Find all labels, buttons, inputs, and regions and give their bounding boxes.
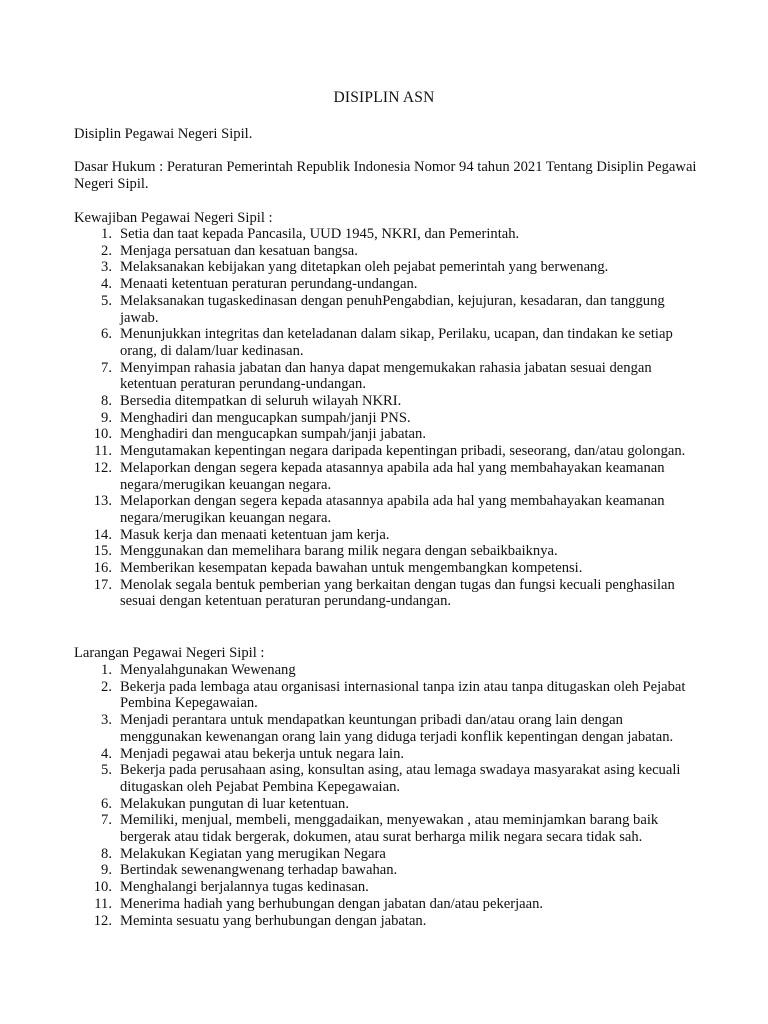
list-item-number: 6. [101, 795, 112, 812]
list-item [0, 393, 768, 410]
list-item-text: Menaati ketentuan peraturan perundang-undangan. [120, 276, 418, 293]
list-item-text: Menghalangi berjalannya tugas kedinasan. [120, 879, 369, 896]
list-item-text: Memberikan kesempatan kepada bawahan untuk mengembangkan kompetensi. [120, 560, 583, 577]
list-item-text: Memiliki, menjual, membeli, menggadaikan, menyewakan , atau meminjamkan barang baik bergerak atau tidak bergerak, dokumen, atau surat berharga milik negara secara tidak sah. [120, 812, 659, 846]
list-item [0, 276, 768, 293]
list-item [0, 796, 768, 813]
list-item-text: Melaporkan dengan segera kepada atasannya apabila ada hal yang membahayakan keamanan negara/merugikan keuangan negara. [120, 493, 665, 526]
list-item [0, 896, 768, 913]
list-item-number: 6. [101, 326, 112, 343]
list-item-number: 17. [93, 576, 112, 593]
list-item [0, 577, 768, 610]
list-item-number: 5. [101, 292, 112, 309]
list-item-text: Mengutamakan kepentingan negara daripada kepentingan pribadi, seseorang, dan/atau golongan. [120, 443, 686, 460]
dasar-hukum-paragraph: Dasar Hukum : Peraturan Pemerintah Republik Indonesia Nomor 94 tahun 2021 Tentang Disiplin Pegawai Negeri Sipil. [74, 159, 697, 192]
list-item [0, 879, 768, 896]
list-item [0, 226, 768, 243]
list-item-number: 8. [101, 845, 112, 862]
list-item-number: 12. [93, 912, 112, 929]
list-item-text: Menolak segala bentuk pemberian yang berkaitan dengan tugas dan fungsi kecuali penghasilan sesuai dengan ketentuan peraturan perundang-undangan. [120, 576, 675, 610]
list-item-text: Menyimpan rahasia jabatan dan hanya dapat mengemukakan rahasia jabatan sesuai dengan ketentuan peraturan perundang-undangan. [120, 359, 652, 393]
list-item-text: Bersedia ditempatkan di seluruh wilayah NKRI. [120, 393, 402, 410]
list-item [0, 712, 768, 745]
list-item-text: Melaksanakan tugaskedinasan dengan penuhPengabdian, kejujuran, kesadaran, dan tanggung jawab. [120, 292, 665, 326]
list-item-number: 8. [101, 393, 112, 410]
list-item-number: 11. [94, 895, 112, 912]
list-item-text: Bekerja pada perusahaan asing, konsultan asing, atau lemaga swadaya masyarakat asing kecuali ditugaskan oleh Pejabat Pembina Kepegawaian. [120, 762, 681, 795]
larangan-heading: Larangan Pegawai Negeri Sipil : [74, 645, 265, 661]
list-item-text: Menghadiri dan mengucapkan sumpah/janji PNS. [120, 409, 411, 426]
list-item [0, 862, 768, 879]
list-item-number: 1. [101, 226, 112, 242]
list-item-text: Menghadiri dan mengucapkan sumpah/janji jabatan. [120, 426, 426, 443]
list-item-text: Menunjukkan integritas dan keteladanan dalam sikap, Perilaku, ucapan, dan tindakan ke setiap orang, di dalam/luar kedinasan. [120, 326, 673, 359]
list-item-number: 7. [101, 812, 112, 829]
list-item-text: Melaksanakan kebijakan yang ditetapkan oleh pejabat pemerintah yang berwenang. [120, 259, 609, 276]
list-item-number: 16. [93, 560, 112, 577]
list-item [0, 426, 768, 443]
document-subtitle: Disiplin Pegawai Negeri Sipil. [74, 126, 253, 142]
list-item-text: Melakukan pungutan di luar ketentuan. [120, 795, 349, 812]
list-item [0, 662, 768, 679]
list-item-text: Menerima hadiah yang berhubungan dengan jabatan dan/atau pekerjaan. [120, 895, 544, 912]
list-item-number: 9. [101, 409, 112, 426]
list-item-number: 9. [101, 862, 112, 879]
list-item-text: Menjadi pegawai atau bekerja untuk negara lain. [120, 745, 405, 762]
list-item-number: 2. [101, 242, 112, 259]
list-item [0, 846, 768, 863]
list-item-number: 1. [101, 662, 112, 678]
list-item-number: 10. [93, 879, 112, 896]
list-item [0, 746, 768, 763]
list-item [0, 460, 768, 493]
list-item-number: 3. [101, 712, 112, 729]
list-item-text: Meminta sesuatu yang berhubungan dengan jabatan. [120, 912, 427, 929]
list-item [0, 259, 768, 276]
list-item-text: Bekerja pada lembaga atau organisasi internasional tanpa izin atau tanpa ditugaskan oleh Pejabat Pembina Kepegawaian. [120, 678, 686, 712]
list-item [0, 410, 768, 427]
kewajiban-heading: Kewajiban Pegawai Negeri Sipil : [74, 210, 273, 226]
list-item-text: Bertindak sewenangwenang terhadap bawahan. [120, 862, 398, 879]
list-item [0, 560, 768, 577]
list-item-text: Setia dan taat kepada Pancasila, UUD 1945, NKRI, dan Pemerintah. [120, 226, 520, 242]
document-title: DISIPLIN ASN [333, 89, 435, 106]
list-item-text: Melaporkan dengan segera kepada atasannya apabila ada hal yang membahayakan keamanan negara/merugikan keuangan negara. [120, 459, 665, 493]
list-item-number: 11. [94, 443, 112, 460]
list-item-number: 7. [101, 359, 112, 376]
list-item-number: 15. [93, 543, 112, 560]
list-item-number: 4. [101, 276, 112, 293]
list-item [0, 443, 768, 460]
list-item-number: 14. [93, 526, 112, 543]
list-item [0, 243, 768, 260]
list-item-number: 2. [101, 678, 112, 695]
larangan-list [0, 662, 768, 929]
list-item-text: Masuk kerja dan menaati ketentuan jam kerja. [120, 526, 390, 543]
list-item-number: 4. [101, 745, 112, 762]
list-item [0, 812, 768, 845]
list-item-number: 13. [93, 493, 112, 510]
list-item-text: Menggunakan dan memelihara barang milik negara dengan sebaikbaiknya. [120, 543, 558, 560]
list-item-number: 10. [93, 426, 112, 443]
list-item [0, 360, 768, 393]
list-item [0, 293, 768, 326]
list-item [0, 913, 768, 930]
list-item-text: Melakukan Kegiatan yang merugikan Negara [120, 845, 386, 862]
list-item [0, 527, 768, 544]
list-item [0, 326, 768, 359]
list-item-text: Menyalahgunakan Wewenang [120, 662, 296, 678]
list-item [0, 679, 768, 712]
list-item-number: 3. [101, 259, 112, 276]
list-item-text: Menjadi perantara untuk mendapatkan keuntungan pribadi dan/atau orang lain dengan menggunakan kewenangan orang lain yang diduga terjadi konflik kepentingan dengan jabatan. [120, 712, 674, 745]
list-item [0, 493, 768, 526]
list-item-number: 12. [93, 459, 112, 476]
kewajiban-list [0, 226, 768, 610]
list-item-text: Menjaga persatuan dan kesatuan bangsa. [120, 242, 358, 259]
list-item [0, 543, 768, 560]
list-item-number: 5. [101, 762, 112, 779]
list-item [0, 762, 768, 795]
